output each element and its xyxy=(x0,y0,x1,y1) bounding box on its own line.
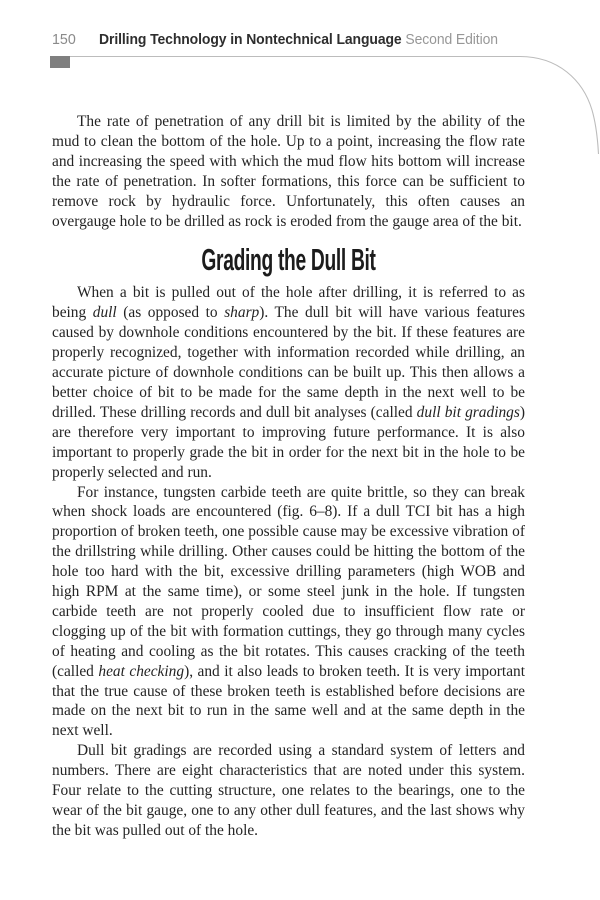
section-heading xyxy=(52,242,525,278)
intro-paragraph: The rate of penetration of any drill bit is limited by the ability of the mud to clean the bottom of the hole. Up to a point, increasing the flow rate and increasing the speed with which the mud flow hits bottom will increase the rate of penetration. In softer formations, this force can be sufficient to remove rock by hydraulic force. Unfortunately, this often causes an overgauge hole to be drilled as rock is eroded from the gauge area of the bit. xyxy=(52,113,525,230)
body-paragraph-1: When a bit is pulled out of the hole after drilling, it is referred to as being dull (as opposed to sharp). The dull bit will have various features caused by downhole conditions encountered by the bit. If these features are properly recognized, together with information recorded while drilling, an accurate picture of downhole conditions can be built up. This then allows a better choice of bit to be made for the same depth in the next well to be drilled. These drilling records and dull bit analyses (called dull bit gradings) are therefore very important to improving future performance. It is also important to properly grade the bit in order for the next bit in the hole to be properly selected and run. xyxy=(52,284,526,481)
running-head xyxy=(52,31,545,49)
section-heading-text: Grading the Dull Bit xyxy=(201,242,376,278)
page-marker-square xyxy=(50,56,70,68)
body-paragraph-3: Dull bit gradings are recorded using a standard system of letters and numbers. There are eight characteristics that are noted under this system. Four relate to the cutting structure, one relates to the bearings, one to the wear of the bit gauge, one to any other dull features, and the last shows why the bit was pulled out of the hole. xyxy=(52,742,525,839)
book-title: Drilling Technology in Nontechnical Language xyxy=(99,31,402,48)
text-column xyxy=(52,112,525,841)
running-head-title xyxy=(52,31,545,48)
edition-label: Second Edition xyxy=(405,31,498,48)
page-number: 150 xyxy=(52,31,76,48)
body-paragraph-2: For instance, tungsten carbide teeth are quite brittle, so they can break when shock loads are encountered (fig. 6–8). If a dull TCI bit has a high proportion of broken teeth, one possible cause may be excessive vibration of the drillstring while drilling. Other causes could be hitting the bottom of the hole too hard with the bit, excessive drilling parameters (high WOB and high RPM at the same time), or some steel junk in the hole. If tungsten carbide teeth are not properly cooled due to insufficient flow rate or clogging up of the bit with formation cuttings, they go through many cycles of heating and cooling as the bit rotates. This causes cracking of the teeth (called heat checking), and it also leads to broken teeth. It is very important that the true cause of these broken teeth is established before decisions are made on the next bit to run in the same well and at the same depth in the next well. xyxy=(52,483,525,740)
